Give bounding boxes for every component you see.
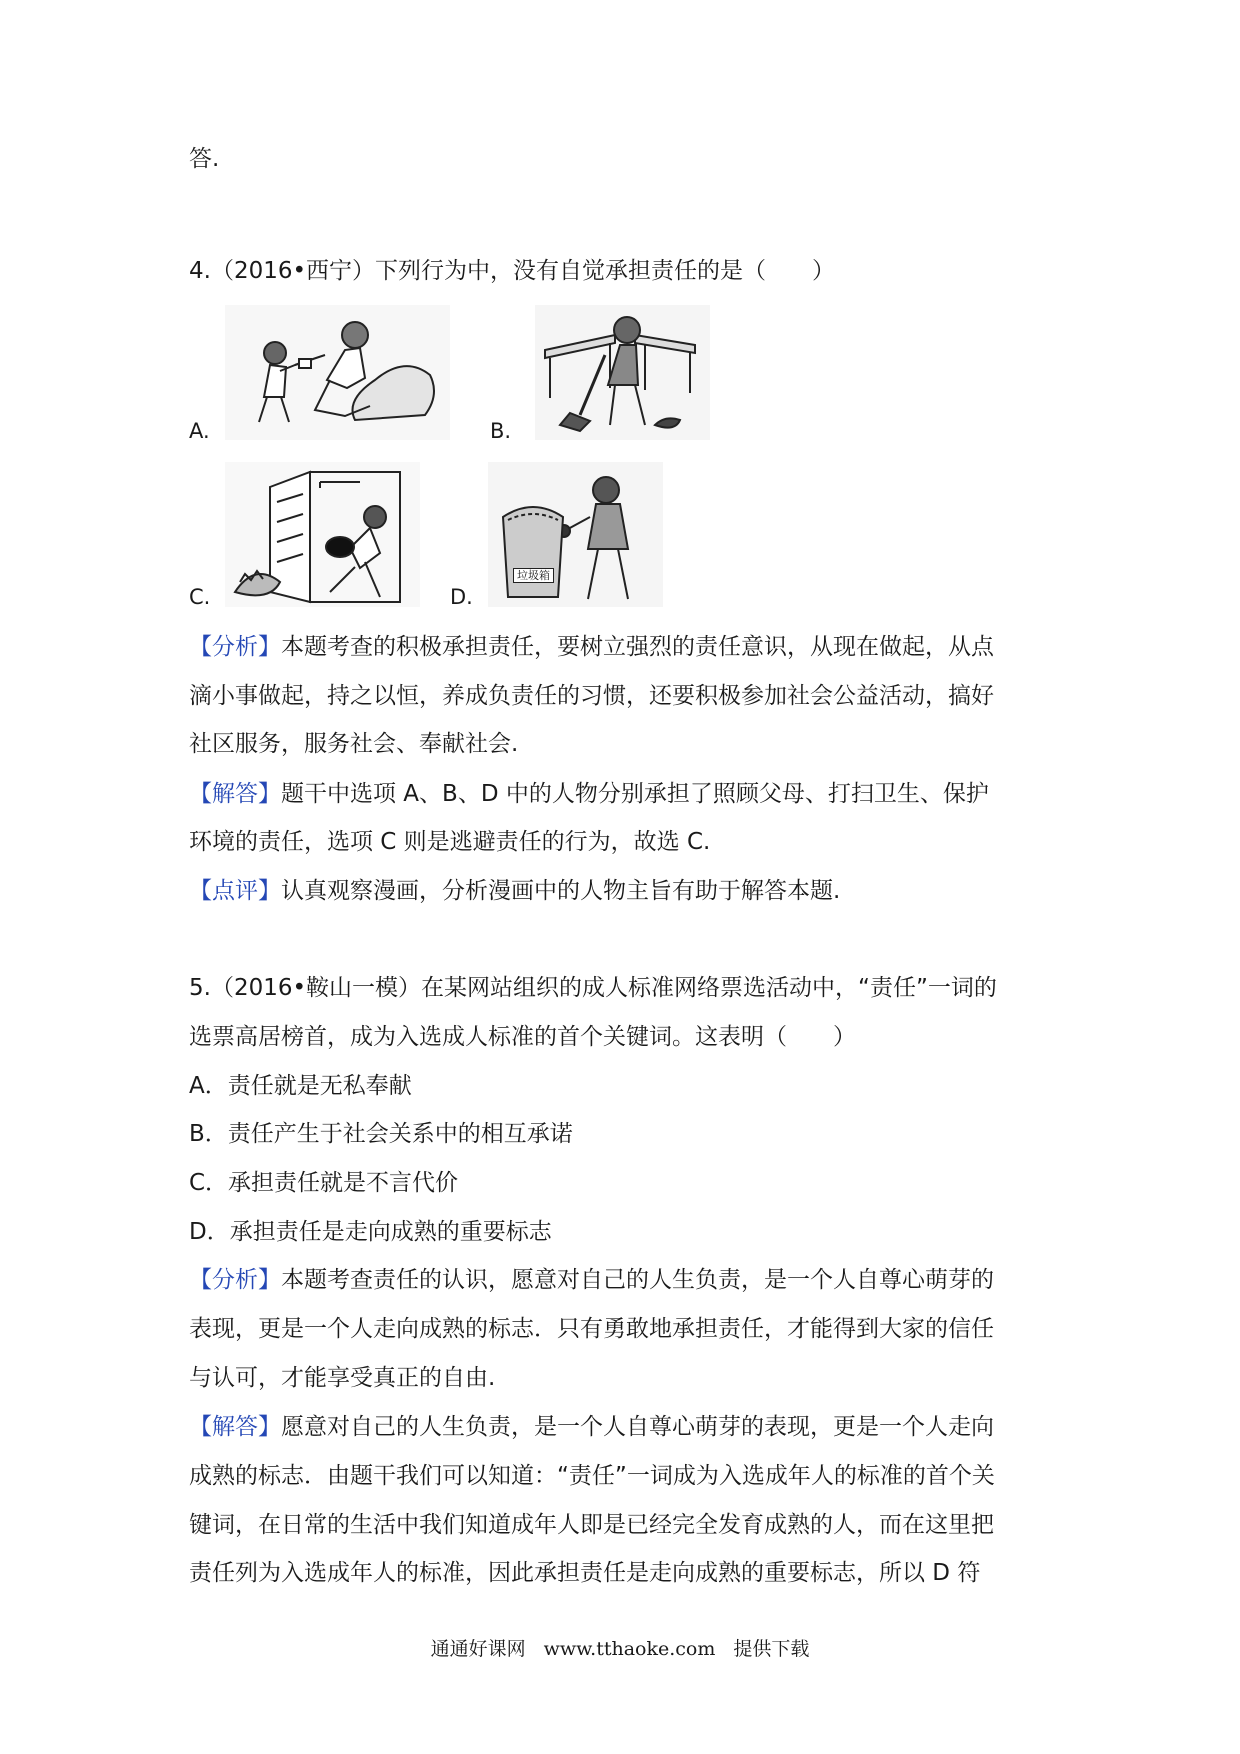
q5-option-b: B．责任产生于社会关系中的相互承诺 — [189, 1121, 573, 1147]
q4-answer-tag: 【解答】 — [189, 781, 281, 807]
q4-option-a-label: A. — [189, 419, 210, 443]
q5-option-d: D．承担责任是走向成熟的重要标志 — [189, 1219, 552, 1245]
footer-url[interactable]: www.tthaoke.com — [543, 1638, 716, 1660]
q4-analysis-line-1 — [189, 632, 994, 662]
q4-analysis-line-3: 社区服务，服务社会、奉献社会. — [189, 731, 519, 757]
q4-answer-line-2: 环境的责任，选项 C 则是逃避责任的行为，故选 C. — [189, 829, 711, 855]
q5-analysis-line-1 — [189, 1265, 994, 1295]
q5-stem-line-1: 5.（2016•鞍山一模）在某网站组织的成人标准网络票选活动中，“责任”一词的 — [189, 975, 997, 1001]
q5-answer-tag: 【解答】 — [189, 1414, 281, 1440]
footer-site: 通通好课网 — [430, 1638, 526, 1660]
q4-option-b-label: B. — [490, 419, 512, 443]
q4-picture-b — [535, 305, 710, 440]
q4-comment-line — [189, 876, 840, 906]
q4-picture-d-bin-label: 垃圾箱 — [513, 568, 554, 583]
q5-option-c: C．承担责任就是不言代价 — [189, 1170, 459, 1196]
q4-picture-a — [225, 305, 450, 440]
q4-analysis-tag: 【分析】 — [189, 634, 281, 660]
q5-answer-text-1: 愿意对自己的人生负责，是一个人自尊心萌芽的表现，更是一个人走向 — [281, 1414, 994, 1440]
q4-option-d-label: D. — [450, 585, 473, 609]
q4-comment-tag: 【点评】 — [189, 878, 281, 904]
q5-analysis-line-3: 与认可，才能享受真正的自由. — [189, 1365, 496, 1391]
q4-comment-text: 认真观察漫画，分析漫画中的人物主旨有助于解答本题. — [281, 878, 841, 904]
q5-answer-line-4: 责任列为入选成年人的标准，因此承担责任是走向成熟的重要标志，所以 D 符 — [189, 1560, 981, 1586]
q5-analysis-text-1: 本题考查责任的认识，愿意对自己的人生负责，是一个人自尊心萌芽的 — [281, 1267, 994, 1293]
q4-picture-c — [225, 462, 420, 607]
q4-analysis-line-2: 滴小事做起，持之以恒，养成负责任的习惯，还要积极参加社会公益活动，搞好 — [189, 683, 994, 709]
q4-answer-line-1 — [189, 779, 989, 809]
q5-answer-line-2: 成熟的标志．由题干我们可以知道：“责任”一词成为入选成年人的标准的首个关 — [189, 1463, 995, 1489]
q5-analysis-tag: 【分析】 — [189, 1267, 281, 1293]
q5-stem-line-2: 选票高居榜首，成为入选成人标准的首个关键词。这表明（ ） — [189, 1024, 856, 1050]
q5-answer-line-1 — [189, 1412, 994, 1442]
q5-answer-line-3: 键词，在日常的生活中我们知道成年人即是已经完全发育成熟的人，而在这里把 — [189, 1512, 994, 1538]
footer-note: 提供下载 — [733, 1638, 810, 1660]
page-footer — [0, 1634, 1240, 1661]
q4-answer-text-1: 题干中选项 A、B、D 中的人物分别承担了照顾父母、打扫卫生、保护 — [281, 781, 989, 807]
q4-analysis-text-1: 本题考查的积极承担责任，要树立强烈的责任意识，从现在做起，从点 — [281, 634, 994, 660]
q5-analysis-line-2: 表现，更是一个人走向成熟的标志．只有勇敢地承担责任，才能得到大家的信任 — [189, 1316, 994, 1342]
q4-stem: 4.（2016•西宁）下列行为中，没有自觉承担责任的是（ ） — [189, 258, 836, 284]
top-fragment: 答. — [189, 146, 220, 172]
q4-option-c-label: C. — [189, 585, 211, 609]
q4-picture-d — [488, 462, 663, 607]
q5-option-a: A．责任就是无私奉献 — [189, 1073, 412, 1099]
